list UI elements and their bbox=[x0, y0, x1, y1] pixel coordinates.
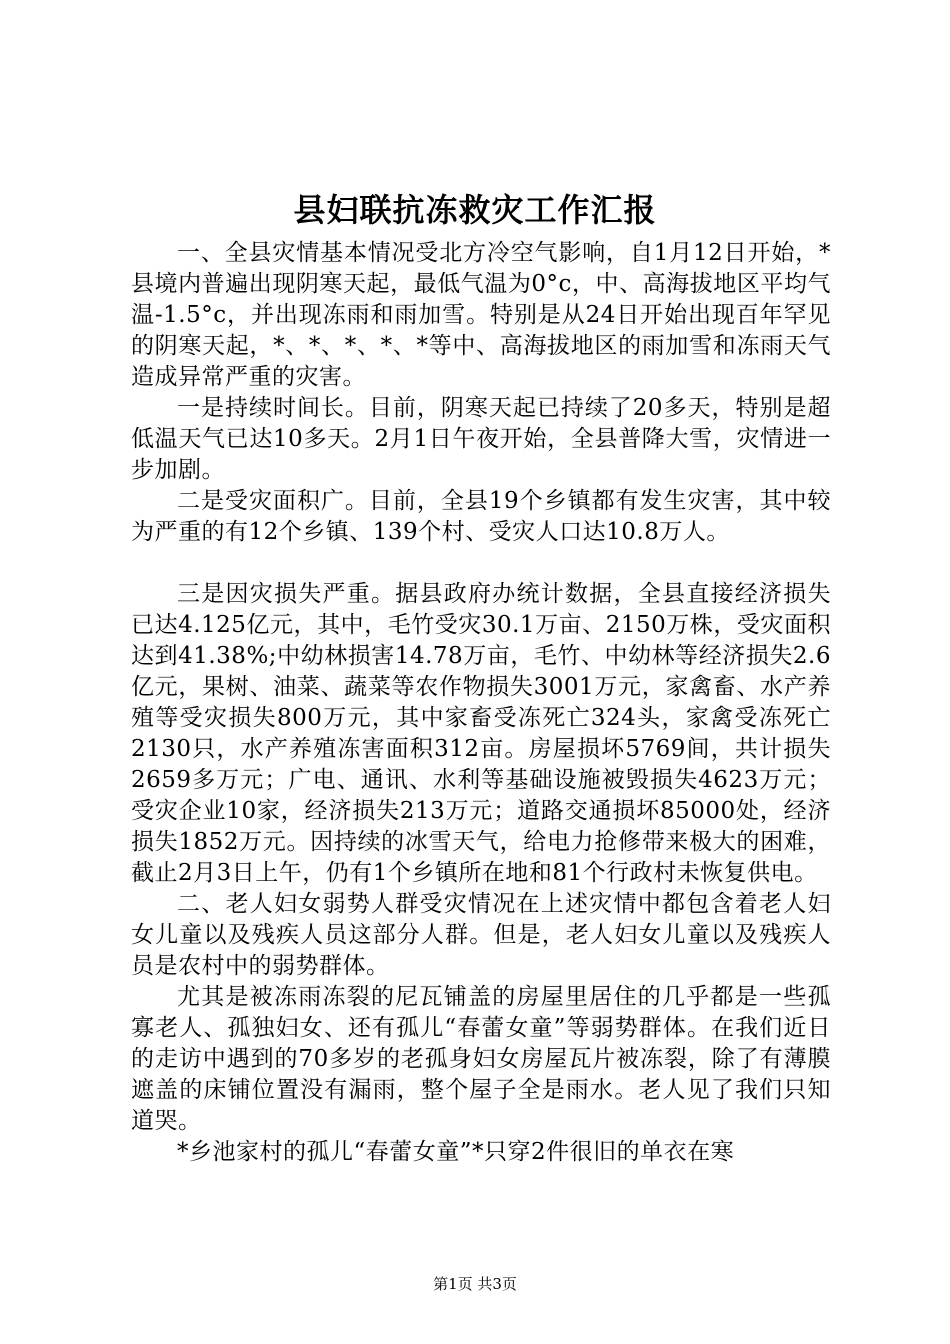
document-title: 县妇联抗冻救灾工作汇报 bbox=[293, 191, 657, 229]
document-body bbox=[131, 238, 831, 1168]
paragraph-disaster-overview: 一、全县灾情基本情况受北方冷空气影响，自1月12日开始，*县境内普遍出现阴寒天起，最低气温为0°c，中、高海拔地区平均气温-1.5°c，并出现冻雨和雨加雪。特别是从24日开始出现百年罕见的阴寒天起，*、*、*、*、*等中、高海拔地区的雨加雪和冻雨天气造成异常严重的灾害。 bbox=[131, 240, 831, 390]
paragraph-losses: 三是因灾损失严重。据县政府办统计数据，全县直接经济损失已达4.125亿元，其中，毛竹受灾30.1万亩、2150万株，受灾面积达到41.38%;中幼林损害14.78万亩，毛竹、中幼林等经济损失2.6亿元，果树、油菜、蔬菜等农作物损失3001万元，家禽畜、水产养殖等受灾损失800万元，其中家畜受冻死亡324头，家禽受冻死亡2130只，水产养殖冻害面积312亩。房屋损坏5769间，共计损失2659多万元；广电、通讯、水利等基础设施被毁损失4623万元；受灾企业10家，经济损失213万元；道路交通损坏85000处，经济损失1852万元。因持续的冰雪天气，给电力抢修带来极大的困难，截止2月3日上午，仍有1个乡镇所在地和81个行政村未恢复供电。 bbox=[131, 581, 831, 886]
page-footer: 第1页 共3页 bbox=[433, 1275, 517, 1293]
paragraph-orphan-case: *乡池家村的孤儿“春蕾女童”*只穿2件很旧的单衣在寒 bbox=[177, 1139, 735, 1165]
paragraph-elderly-housing: 尤其是被冻雨冻裂的尼瓦铺盖的房屋里居住的几乎都是一些孤寡老人、孤独妇女、还有孤儿“春蕾女童”等弱势群体。在我们近日的走访中遇到的70多岁的老孤身妇女房屋瓦片被冻裂，除了有薄膜遮盖的床铺位置没有漏雨，整个屋子全是雨水。老人见了我们只知道哭。 bbox=[131, 984, 831, 1134]
paragraph-affected-area: 二是受灾面积广。目前，全县19个乡镇都有发生灾害，其中较为严重的有12个乡镇、139个村、受灾人口达10.8万人。 bbox=[131, 488, 831, 545]
paragraph-vulnerable-groups: 二、老人妇女弱势人群受灾情况在上述灾情中都包含着老人妇女儿童以及残疾人员这部分人群。但是，老人妇女儿童以及残疾人员是农村中的弱势群体。 bbox=[131, 891, 831, 979]
paragraph-duration: 一是持续时间长。目前，阴寒天起已持续了20多天，特别是超低温天气已达10多天。2月1日午夜开始，全县普降大雪，灾情进一步加剧。 bbox=[131, 395, 831, 483]
